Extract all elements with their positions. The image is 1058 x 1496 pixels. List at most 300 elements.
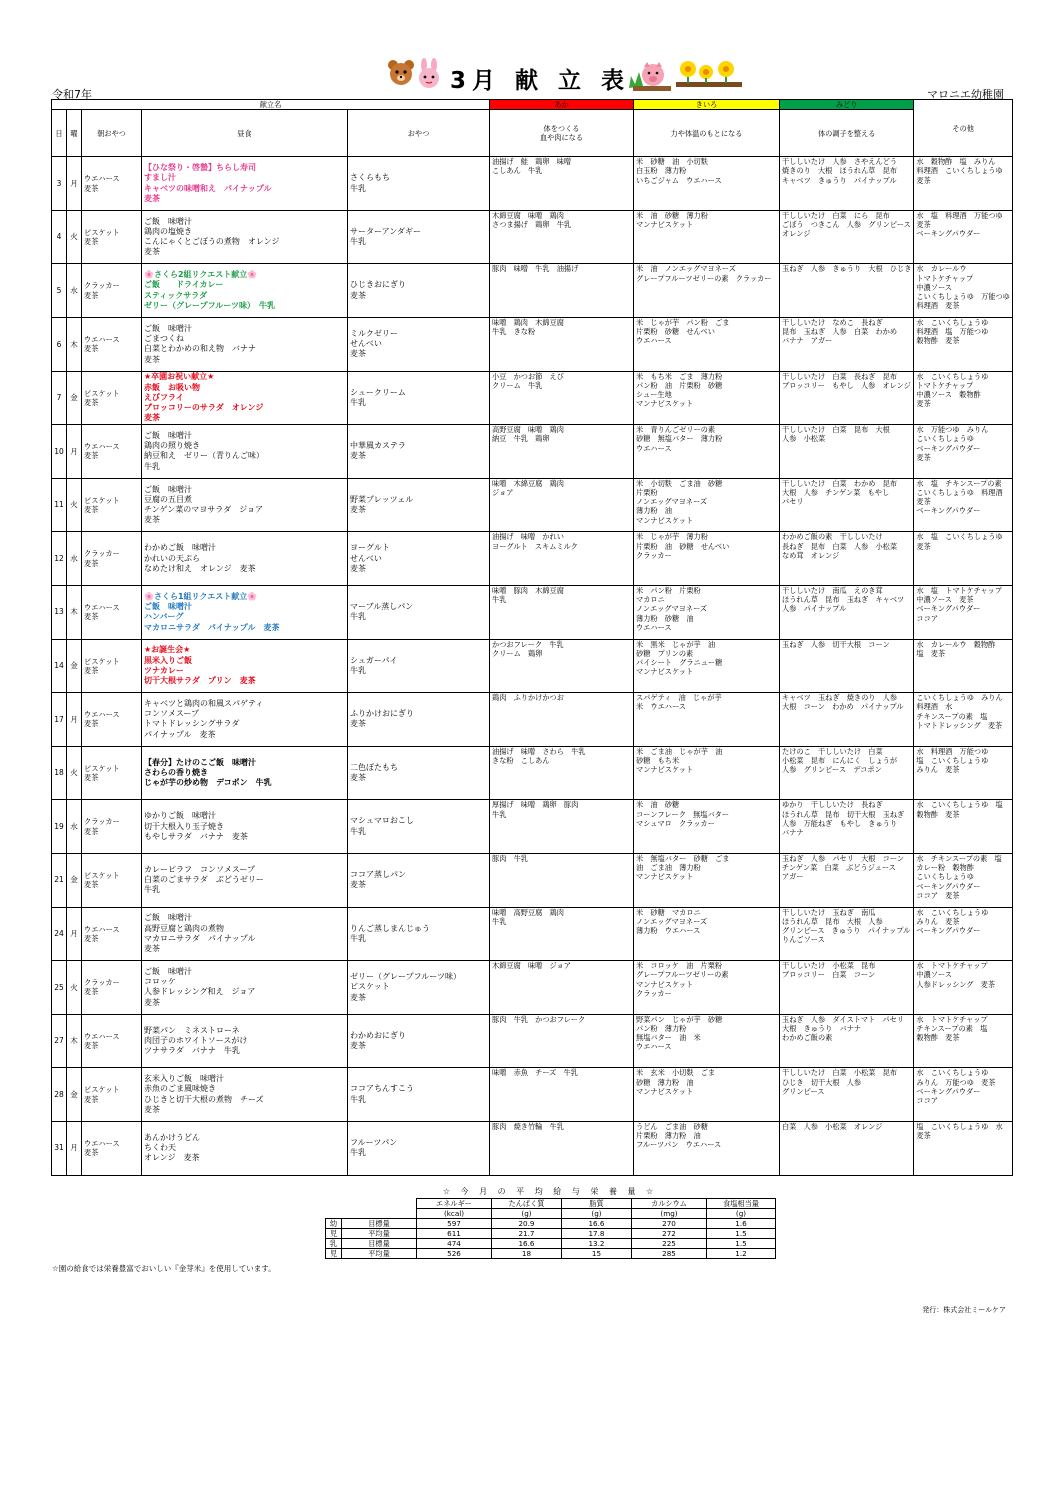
nutrition-value: 272	[632, 1229, 707, 1239]
kiiro-ingredients-line: いちごジャム ウエハース	[636, 175, 722, 185]
day-row	[52, 907, 1013, 961]
other-ingredients-line: 麦茶	[916, 541, 931, 551]
morning-snack-line: 麦茶	[84, 237, 99, 247]
aka-ingredients-line: 味噌 赤魚 チーズ 牛乳	[492, 1068, 578, 1078]
kiiro-ingredients-line: マンナビスケット	[636, 765, 694, 775]
morning-snack	[82, 961, 142, 1015]
kiiro-ingredients-line: ノンエッグマヨネーズ	[636, 497, 708, 507]
kiiro-ingredients-line: 白玉粉 薄力粉	[636, 166, 687, 176]
morning-snack-line: ウエハース	[84, 603, 120, 613]
midori-ingredients-line: 長ねぎ 昆布 白菜 人参 小松菜	[782, 541, 898, 551]
nutrition-value: 20.9	[492, 1219, 562, 1229]
snack-line: 麦茶	[350, 773, 366, 783]
morning-snack-line: ウエハース	[84, 1031, 120, 1041]
lunch-line: 🌸さくら2組リクエスト献立🌸	[144, 270, 258, 280]
other-ingredients	[914, 1121, 1012, 1175]
lunch-line: ツナサラダ バナナ 牛乳	[144, 1046, 240, 1056]
day-of-week: 木	[67, 1014, 82, 1068]
kiiro-ingredients-line: 米 もち米 ごま 薄力粉	[636, 371, 723, 381]
other-ingredients	[914, 853, 1012, 907]
midori-ingredients	[780, 585, 914, 639]
day-row	[52, 425, 1013, 479]
day-number: 3	[52, 157, 67, 211]
snack-line: マシュマロおこし	[350, 816, 414, 826]
aka-ingredients	[490, 1014, 634, 1068]
lunch	[142, 478, 348, 532]
footer-note: ☆園の給食では栄養豊富でおいしい『金芽米』を使用しています。	[52, 1264, 276, 1273]
midori-ingredients-line: 干ししいたけ 人参 さやえんどう	[782, 157, 898, 167]
morning-snack	[82, 907, 142, 961]
aka-ingredients-line: さつま揚げ 鶏卵 牛乳	[492, 220, 572, 230]
snack-line: 麦茶	[350, 719, 366, 729]
lunch	[142, 800, 348, 854]
day-number: 12	[52, 532, 67, 586]
day-of-week: 月	[67, 1121, 82, 1175]
kiiro-ingredients-line: 油 ごま油 薄力粉	[636, 863, 701, 873]
aka-ingredients-line: 豚肉 牛乳 かつおフレーク	[492, 1014, 586, 1024]
nutrition-row	[326, 1229, 776, 1239]
age-group-char: 児	[326, 1249, 342, 1259]
morning-snack-line: ビスケット	[84, 388, 120, 398]
publisher: 発行：株式会社ミールケア	[922, 1306, 1006, 1314]
other-ingredients	[914, 157, 1012, 211]
nutrition-row-label: 目標量	[342, 1219, 417, 1229]
lunch-line: 牛乳	[144, 461, 160, 471]
morning-snack-line: 麦茶	[84, 665, 99, 675]
snack-line: さくらもち	[350, 173, 390, 183]
kiiro-ingredients	[634, 800, 780, 854]
snack	[348, 264, 490, 318]
nutrition-row-label: 平均量	[342, 1229, 417, 1239]
midori-ingredients-line: グリンピース きゅうり パイナップル	[782, 925, 911, 935]
snack-line: せんべい	[350, 553, 382, 563]
midori-ingredients-line: 干ししいたけ なめこ 長ねぎ	[782, 318, 883, 327]
midori-ingredients-line: 干ししいたけ 白菜 わかめ 昆布	[782, 478, 898, 488]
kiiro-ingredients	[634, 210, 780, 264]
morning-snack	[82, 639, 142, 693]
flowers-icon	[676, 58, 742, 88]
nutrient-unit: (g)	[562, 1209, 632, 1219]
snack	[348, 478, 490, 532]
other-ingredients-line: 水 カレールウ	[916, 264, 967, 274]
midori-ingredients-line: 玉ねぎ 人参 ダイストマト パセリ	[782, 1014, 904, 1024]
snack-line: ビスケット	[350, 982, 390, 992]
kiiro-ingredients	[634, 318, 780, 372]
other-ingredients	[914, 478, 1012, 532]
midori-ingredients-line: 焼きのり 大根 ほうれん草 昆布	[782, 166, 898, 176]
kiiro-ingredients-line: 片栗粉	[636, 488, 658, 497]
midori-ingredients-line: バナナ アガー	[782, 336, 833, 346]
other-ingredients-line: 塩 こいくちしょうゆ	[916, 755, 989, 765]
kiiro-ingredients-line: マンナビスケット	[636, 667, 694, 677]
aka-ingredients	[490, 693, 634, 747]
nutrition-value: 18	[492, 1249, 562, 1259]
lunch	[142, 532, 348, 586]
aka-ingredients	[490, 961, 634, 1015]
kiiro-ingredients	[634, 639, 780, 693]
snack	[348, 318, 490, 372]
other-ingredients-line: みりん 麦茶	[916, 765, 960, 775]
lunch-line: パイナップル 麦茶	[144, 729, 216, 739]
nutrition-value: 597	[417, 1219, 492, 1229]
snack-line: ゼリー（グレープフルーツ味）	[350, 972, 461, 982]
morning-snack-line: ウエハース	[84, 174, 120, 184]
day-of-week: 金	[67, 371, 82, 425]
snack-line: ココア蒸しパン	[350, 870, 406, 879]
lunch-line: すまし汁	[144, 173, 176, 183]
lunch	[142, 907, 348, 961]
midori-ingredients-line: ほうれん草 昆布 大根 人参	[782, 916, 883, 926]
midori-ingredients-line: ひじき 切干大根 人参	[782, 1077, 862, 1087]
midori-ingredients-line: 干ししいたけ 白菜 にら 昆布	[782, 210, 890, 220]
kiiro-ingredients-line: グレープフルーツゼリーの素	[636, 970, 729, 980]
nutrition-value: 16.6	[492, 1239, 562, 1249]
aka-ingredients	[490, 585, 634, 639]
aka-ingredients	[490, 853, 634, 907]
other-ingredients	[914, 1014, 1012, 1068]
aka-ingredients-line: きな粉 こしあん	[492, 755, 550, 765]
snack	[348, 1068, 490, 1122]
kiiro-ingredients-line: マカロニ	[636, 595, 665, 605]
midori-ingredients-line: 玉ねぎ 人参 きゅうり 大根 ひじき	[782, 264, 912, 274]
aka-ingredients	[490, 425, 634, 479]
day-of-week: 金	[67, 853, 82, 907]
nutrient-name: エネルギー	[417, 1199, 492, 1209]
kiiro-ingredients-line: 米 じゃが芋 パン粉 ごま	[636, 318, 730, 327]
aka-ingredients	[490, 318, 634, 372]
snack-line: ヨーグルト	[350, 543, 390, 553]
morning-snack	[82, 371, 142, 425]
lunch-line: ご飯 味噌汁	[144, 431, 192, 441]
lunch-line: 赤魚のごま風味焼き	[144, 1084, 216, 1094]
day-of-week: 月	[67, 425, 82, 479]
other-ingredients-line: 水 こいくちしょうゆ	[916, 1068, 989, 1078]
midori-ingredients-line: 人参 グリンピース デコポン	[782, 765, 882, 775]
nutrition-value: 1.2	[707, 1249, 776, 1259]
other-ingredients	[914, 425, 1012, 479]
kiiro-ingredients-line: ウエハース	[636, 622, 672, 632]
other-ingredients-line: 麦茶	[916, 399, 931, 409]
kiiro-ingredients-line: マンナビスケット	[636, 979, 694, 989]
morning-snack	[82, 264, 142, 318]
other-ingredients-line: 料理酒 塩 万能つゆ	[916, 327, 989, 337]
midori-ingredients-line: ブロッコリー 白菜 コーン	[782, 970, 876, 980]
aka-ingredients-line: ジョア	[492, 488, 514, 497]
morning-snack-line: 麦茶	[84, 933, 99, 943]
lunch-line: 【春分】たけのこご飯 味噌汁	[144, 757, 256, 767]
kondate-header: 献立名	[52, 100, 490, 110]
morning-snack-line: ウエハース	[84, 710, 120, 720]
morning-snack	[82, 210, 142, 264]
aka-ingredients-line: 小豆 かつお節 えび	[492, 371, 564, 381]
kiiro-ingredients-line: 米 砂糖 油 小切麩	[636, 157, 708, 167]
other-ingredients-line: トマトケチャップ	[916, 380, 974, 390]
nutrition-value: 285	[632, 1249, 707, 1259]
aka-ingredients-line: ヨーグルト スキムミルク	[492, 541, 578, 551]
day-of-week: 木	[67, 318, 82, 372]
morning-snack	[82, 800, 142, 854]
other-ingredients-line: トマトドレッシング 麦茶	[916, 720, 1003, 730]
lunch-line: こんにゃくとごぼうの煮物 オレンジ	[144, 237, 280, 247]
day-of-week: 月	[67, 157, 82, 211]
kiiro-ingredients-line: 砂糖 プリンの素	[636, 648, 694, 658]
nutrition-row-label: 平均量	[342, 1249, 417, 1259]
snack-line: 麦茶	[350, 563, 366, 573]
aka-ingredients-line: クリーム 牛乳	[492, 380, 543, 390]
morning-snack-line: 麦茶	[84, 773, 99, 783]
kiiro-ingredients-line: 薄力粉 油	[636, 506, 672, 516]
kiiro-ingredients-line: パン粉 薄力粉	[636, 1023, 687, 1033]
lunch-line: ご飯 味噌汁	[144, 216, 192, 226]
lunch-line: 牛乳	[144, 885, 160, 895]
lunch-line: 麦茶	[144, 1104, 160, 1114]
snack-line: フルーツパン	[350, 1137, 398, 1147]
lunch-line: オレンジ 麦茶	[144, 1153, 200, 1163]
midori-ingredients	[780, 746, 914, 800]
lunch-line: ハンバーグ	[144, 612, 184, 622]
day-number: 14	[52, 639, 67, 693]
other-ingredients-line: 水 料理酒 万能つゆ	[916, 746, 989, 756]
other-ingredients-line: 水 こいくちしょうゆ	[916, 907, 989, 917]
nutrition-value: 16.6	[562, 1219, 632, 1229]
day-row	[52, 157, 1013, 211]
day-of-week: 火	[67, 961, 82, 1015]
day-row	[52, 639, 1013, 693]
morning-snack-line: 麦茶	[84, 1041, 99, 1051]
lunch-line: ご飯 味噌汁	[144, 484, 192, 494]
lunch-line: 麦茶	[144, 944, 160, 954]
snack-line: シュークリーム	[350, 387, 406, 397]
morning-snack-line: 麦茶	[84, 826, 99, 836]
snack-line: マーブル蒸しパン	[350, 602, 414, 612]
day-of-week: 月	[67, 907, 82, 961]
aka-desc-2: 血や肉になる	[539, 133, 584, 143]
kiiro-ingredients-line: 米 じゃが芋 薄力粉	[636, 532, 708, 542]
lunch	[142, 210, 348, 264]
lunch-line: 人参ドレッシング和え ジョア	[144, 987, 256, 997]
nutrition-value: 270	[632, 1219, 707, 1229]
midori-ingredients-line: キャベツ きゅうり パイナップル	[782, 175, 897, 185]
aka-ingredients-line: 豚肉 牛乳	[492, 853, 528, 863]
midori-ingredients	[780, 693, 914, 747]
lunch	[142, 425, 348, 479]
other-ingredients-line: 料理酒 こいくちしょうゆ	[916, 166, 1003, 176]
age-group-char: 幼	[326, 1219, 342, 1229]
snack-line: ココアちんすこう	[350, 1084, 414, 1094]
other-ingredients	[914, 532, 1012, 586]
other-ingredients-line: こいくちしょうゆ みりん	[916, 693, 1003, 703]
other-ingredients	[914, 907, 1012, 961]
day-number: 4	[52, 210, 67, 264]
lunch-line: 鶏肉の照り焼き	[144, 441, 200, 451]
morning-snack-line: ウエハース	[84, 442, 120, 452]
midori-ingredients	[780, 1068, 914, 1122]
snack-line: ひじきおにぎり	[350, 280, 406, 290]
aka-ingredients-line: 味噌 豚肉 木綿豆腐	[492, 585, 564, 595]
nutrition-value: 611	[417, 1229, 492, 1239]
midori-ingredients-line: わかめご飯の素 干ししいたけ	[782, 532, 883, 542]
lunch	[142, 157, 348, 211]
other-ingredients-line: ベーキングパウダー	[916, 881, 981, 891]
other-ingredients	[914, 585, 1012, 639]
snack-line: 麦茶	[350, 349, 366, 359]
midori-ingredients-line: たけのこ 干ししいたけ 白菜	[782, 746, 883, 756]
morning-snack	[82, 532, 142, 586]
other-ingredients	[914, 1068, 1012, 1122]
lunch-line: 麦茶	[144, 247, 160, 257]
morning-snack-line: 麦茶	[84, 183, 99, 193]
midori-ingredients-line: 干ししいたけ 小松菜 昆布	[782, 961, 876, 971]
page-title: 3月 献 立 表	[450, 68, 631, 94]
lunch-line: 麦茶	[144, 354, 160, 364]
morning-snack-line: ビスケット	[84, 656, 120, 666]
kiiro-ingredients-line: パイシート グラニュー糖	[636, 658, 723, 667]
lunch-line: 【ひな祭り・啓蟄】ちらし寿司	[144, 163, 256, 173]
other-ingredients-line: 穀物酢 麦茶	[916, 809, 960, 819]
nutrient-unit: (g)	[492, 1209, 562, 1219]
snack-line: 麦茶	[350, 505, 366, 515]
other-ingredients-line: チキンスープの素 塩	[916, 1023, 988, 1033]
era-year: 令和7年	[52, 88, 92, 101]
other-ingredients-line: ベーキングパウダー	[916, 229, 981, 239]
day-number: 28	[52, 1068, 67, 1122]
kiiro-ingredients	[634, 961, 780, 1015]
kiiro-ingredients-line: マンナビスケット	[636, 872, 694, 882]
midori-ingredients-line: ほうれん草 昆布 玉ねぎ キャベツ	[782, 595, 905, 605]
lunch-line: キャベツの味噌和え パイナップル	[144, 183, 272, 193]
other-ingredients-line: トマトケチャップ	[916, 273, 974, 283]
aka-ingredients-line: 豚肉 焼き竹輪 牛乳	[492, 1121, 564, 1131]
lunch-line: 玄米入りご飯 味噌汁	[144, 1074, 224, 1084]
snack-line: サーターアンダギー	[350, 226, 421, 236]
day-row	[52, 1068, 1013, 1122]
lunch-line: キャベツと鶏肉の和風スパゲティ	[144, 698, 264, 708]
morning-snack-header: 朝おやつ	[82, 110, 142, 157]
midori-ingredients	[780, 478, 914, 532]
lunch-line: ごまつくね	[144, 334, 184, 344]
kiiro-ingredients-line: 米 油 ノンエッグマヨネーズ	[636, 264, 736, 274]
midori-ingredients-line: 干ししいたけ 玉ねぎ 南瓜	[782, 907, 876, 917]
lunch-line: ご飯 味噌汁	[144, 966, 192, 976]
other-ingredients-line: 水 こいくちしょうゆ	[916, 318, 989, 327]
aka-ingredients-line: 油揚げ 味噌 さわら 牛乳	[492, 746, 586, 756]
kiiro-ingredients-line: コーンフレーク 無塩バター	[636, 809, 730, 819]
other-header: その他	[914, 100, 1012, 157]
morning-snack-line: ビスケット	[84, 1085, 120, 1095]
day-row	[52, 478, 1013, 532]
lunch-line: ツナカレー	[144, 665, 184, 675]
aka-ingredients-line: クリーム 鶏卵	[492, 648, 543, 658]
day-number: 31	[52, 1121, 67, 1175]
other-ingredients-line: 水 チキンスープの素 塩	[916, 853, 1002, 863]
lunch-line: 麦茶	[144, 515, 160, 525]
midori-ingredients-line: バナナ	[782, 828, 804, 837]
snack-line: わかめおにぎり	[350, 1030, 406, 1040]
lunch-line: もやしサラダ バナナ 麦茶	[144, 831, 248, 841]
aka-ingredients	[490, 800, 634, 854]
kiiro-ingredients-line: スパゲティ 油 じゃが芋	[636, 693, 722, 703]
kiiro-header: きいろ	[634, 100, 780, 110]
aka-ingredients-line: 味噌 高野豆腐 鶏肉	[492, 907, 564, 917]
day-number: 25	[52, 961, 67, 1015]
lunch-line: ご飯 味噌汁	[144, 602, 192, 612]
midori-ingredients-line: ブロッコリー もやし 人参 オレンジ	[782, 380, 911, 390]
morning-snack-line: 麦茶	[84, 987, 99, 997]
morning-snack	[82, 478, 142, 532]
rabbit-mascot-icon	[414, 58, 444, 90]
other-ingredients-line: ベーキングパウダー	[916, 443, 981, 453]
aka-ingredients-line: 牛乳 きな粉	[492, 327, 536, 337]
kiiro-ingredients-line: 片栗粉 油 砂糖 せんべい	[636, 541, 730, 551]
nutrient-name: たんぱく質	[492, 1199, 562, 1209]
snack	[348, 693, 490, 747]
midori-ingredients	[780, 961, 914, 1015]
morning-snack-line: ウエハース	[84, 924, 120, 934]
other-ingredients-line: こいくちしょうゆ	[916, 434, 974, 444]
other-ingredients	[914, 264, 1012, 318]
midori-ingredients-line: 昆布 玉ねぎ 人参 白菜 わかめ	[782, 327, 898, 337]
kiiro-ingredients-line: ノンエッグマヨネーズ	[636, 916, 708, 926]
kiiro-ingredients-line: 米 油 砂糖	[636, 800, 680, 810]
nutrient-name: カルシウム	[632, 1199, 707, 1209]
morning-snack	[82, 425, 142, 479]
lunch	[142, 961, 348, 1015]
nutrition-value: 474	[417, 1239, 492, 1249]
nutrient-name: 食塩相当量	[707, 1199, 776, 1209]
midori-ingredients-line: 干ししいたけ 白菜 昆布 大根	[782, 425, 890, 435]
midori-ingredients-line: 白菜 人参 小松菜 オレンジ	[782, 1121, 883, 1131]
midori-ingredients	[780, 639, 914, 693]
lunch-line: えびフライ	[144, 392, 184, 402]
kiiro-ingredients-line: 無塩バター 油 米	[636, 1033, 701, 1043]
lunch-line: なめたけ和え オレンジ 麦茶	[144, 563, 256, 573]
age-group-char: 乳	[326, 1239, 342, 1249]
aka-ingredients-line: 納豆 牛乳 鶏卵	[492, 434, 550, 444]
kiiro-ingredients-line: 砂糖 薄力粉 油	[636, 1077, 694, 1087]
snack-line: ふりかけおにぎり	[350, 709, 414, 719]
day-row	[52, 585, 1013, 639]
kiiro-ingredients	[634, 157, 780, 211]
day-number: 21	[52, 853, 67, 907]
snack-line: 牛乳	[350, 1094, 366, 1104]
lunch	[142, 585, 348, 639]
midori-ingredients-line: 干ししいたけ 白菜 小松菜 昆布	[782, 1068, 898, 1078]
age-group-char: 児	[326, 1229, 342, 1239]
midori-ingredients-line: ごぼう つきこん 人参 グリンピース	[782, 220, 911, 230]
kiiro-ingredients-line: 砂糖 もち米	[636, 755, 680, 765]
midori-ingredients-line: グリンピース	[782, 1086, 825, 1096]
morning-snack	[82, 853, 142, 907]
lunch-line: かれいの天ぷら	[144, 553, 200, 563]
nutrition-corner	[326, 1199, 417, 1219]
nutrition-value: 1.5	[707, 1239, 776, 1249]
other-ingredients	[914, 746, 1012, 800]
lunch-line: 納豆和え ゼリー（青りんご味）	[144, 451, 264, 461]
other-ingredients-line: 麦茶	[916, 452, 931, 462]
day-row	[52, 318, 1013, 372]
midori-ingredients	[780, 532, 914, 586]
midori-ingredients	[780, 800, 914, 854]
day-row	[52, 961, 1013, 1015]
kiiro-ingredients	[634, 425, 780, 479]
kiiro-ingredients-line: うどん ごま油 砂糖	[636, 1121, 708, 1131]
other-ingredients-line: 水 塩 こいくちしょうゆ	[916, 532, 1003, 542]
lunch-line: ご飯 味噌汁	[144, 913, 192, 923]
other-ingredients-line: ベーキングパウダー	[916, 925, 981, 935]
kiiro-ingredients-line: 片栗粉 砂糖 せんべい	[636, 327, 715, 337]
morning-snack-line: 麦茶	[84, 880, 99, 890]
lunch-line: 豆腐の五目煮	[144, 494, 192, 504]
